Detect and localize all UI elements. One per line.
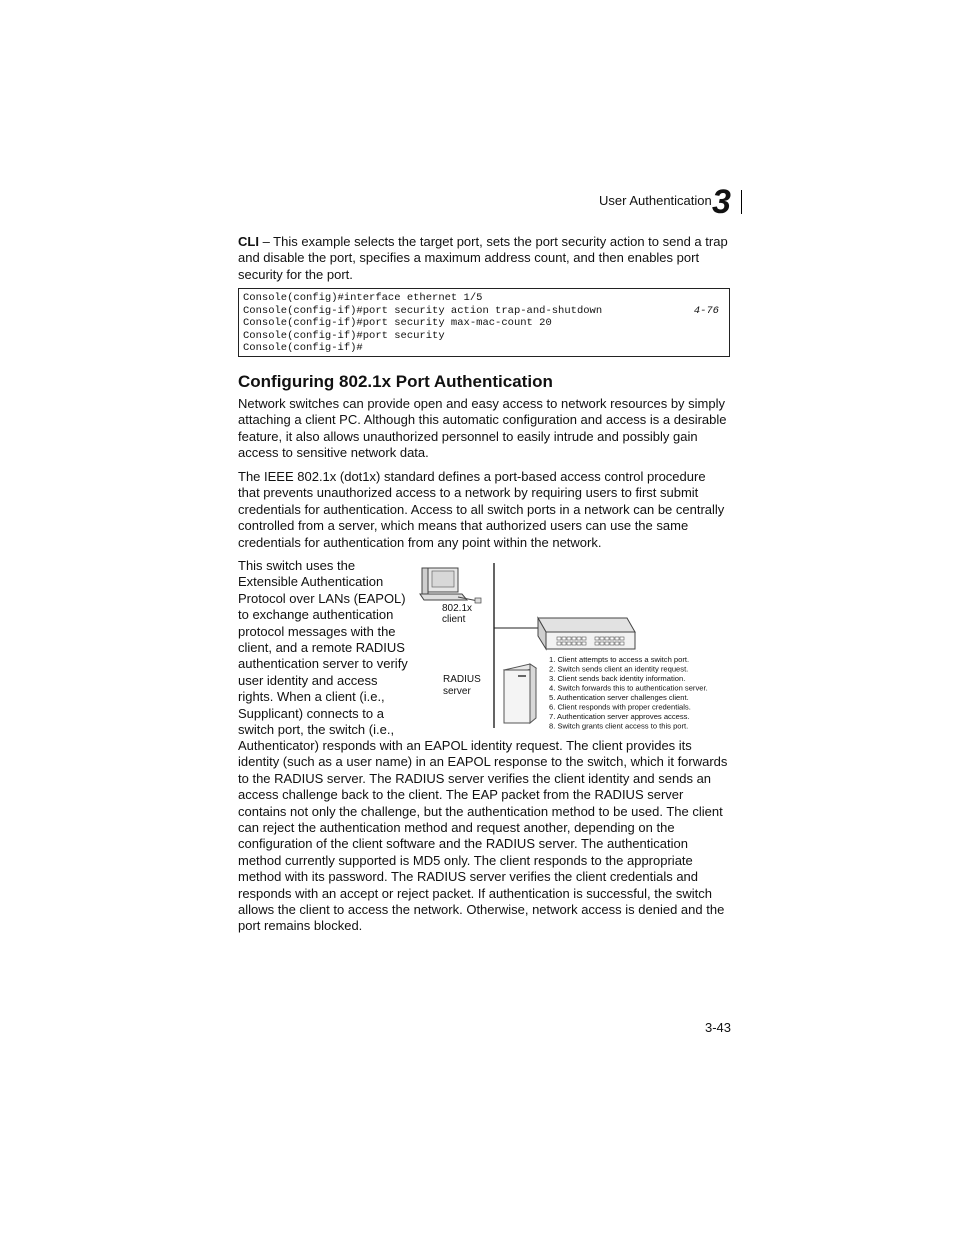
step-item: 6. Client responds with proper credentials.	[549, 702, 691, 712]
code-ref	[719, 342, 725, 355]
code-text: Console(config-if)#port security max-mac-count 20	[243, 317, 552, 330]
code-line	[243, 330, 725, 343]
chapter-divider	[741, 190, 742, 214]
code-ref	[719, 317, 725, 330]
step-item: 7. Authentication server approves access.	[549, 712, 690, 721]
server-label-1: RADIUS	[443, 674, 481, 685]
code-ref	[719, 330, 725, 343]
radius-server-icon	[504, 664, 536, 723]
step-item: 3. Client sends back identity information.	[549, 674, 686, 683]
paragraph-3-wrap: This switch uses the Extensible Authentication Protocol over LANs (EAPOL) to exchange authentication protocol messages with the client, and a remote RADIUS authentication server to verify user identity and access rights. When a client (i.e., Supplicant) connects to a switch port, the switch (i.e.,	[238, 558, 408, 738]
code-text: Console(config-if)#	[243, 342, 363, 355]
step-item: 5. Authentication server challenges client.	[549, 693, 689, 702]
paragraph-1: Network switches can provide open and easy access to network resources by simply attaching a client PC. Although this automatic configuration and access is a desirable feature, it also allows unauthorized personnel to easily intrude and possibly gain access to sensitive network data.	[238, 396, 727, 461]
code-text: Console(config)#interface ethernet 1/5	[243, 292, 483, 304]
paragraph-2: The IEEE 802.1x (dot1x) standard defines a port-based access control procedure that prevents unauthorized access to a network by requiring users to first submit credentials for authentication. Access to all switch ports in a network can be centrally controlled from a server, which means that authorized users can use the same credentials for authentication from any point within the network.	[238, 469, 725, 550]
client-label-1: 802.1x	[442, 603, 473, 614]
code-line	[243, 317, 725, 330]
step-item: 2. Switch sends client an identity request.	[549, 664, 689, 674]
eapol-diagram	[418, 560, 733, 735]
cli-intro-text: – This example selects the target port, sets the port security action to send a trap and disable the port, specifies a maximum address count, and then enables port security for the port.	[238, 234, 728, 282]
switch-icon	[538, 618, 635, 649]
section-heading: Configuring 802.1x Port Authentication	[238, 372, 553, 391]
code-ref: 4-76	[693, 304, 719, 317]
server-label-2: server	[443, 686, 471, 697]
code-line	[243, 305, 725, 318]
cli-intro-paragraph	[238, 234, 730, 283]
paragraph-3-continued: Authenticator) responds with an EAPOL identity request. The client provides its identity (such as a user name) in an EAPOL response to the switch, which it forwards to the RADIUS server. The RADIUS server verifies the client identity and sends an access challenge back to the client. The EAP packet from the RADIUS server contains not only the challenge, but the authentication method to be used. The client can reject the authentication method and request another, depending on the configuration of the client software and the RADIUS server. The authentication method currently supported is MD5 only. The client responds to the appropriate method with its password. The RADIUS server verifies the client credentials and responds with an accept or reject packet. If authentication is successful, the switch allows the client to access the network. Otherwise, network access is denied and the port remains blocked.	[238, 738, 728, 934]
client-pc-icon	[420, 568, 481, 603]
cli-lead: CLI	[238, 234, 259, 249]
steps-list	[549, 655, 708, 731]
step-item: 4. Switch forwards this to authentication server.	[549, 683, 708, 693]
client-label-2: client	[442, 614, 466, 625]
step-item: 8. Switch grants client access to this port.	[549, 721, 689, 731]
chapter-number: 3	[712, 183, 730, 221]
code-line	[243, 292, 725, 305]
step-item: 1. Client attempts to access a switch port.	[549, 655, 690, 664]
code-text: Console(config-if)#port security action trap-and-shutdown	[243, 304, 603, 317]
code-text: Console(config-if)#port security	[243, 329, 445, 342]
code-line	[243, 342, 725, 355]
page-number: 3-43	[705, 1020, 732, 1035]
running-header: User Authentication	[599, 193, 712, 208]
code-block	[238, 288, 730, 357]
code-ref	[719, 292, 725, 305]
